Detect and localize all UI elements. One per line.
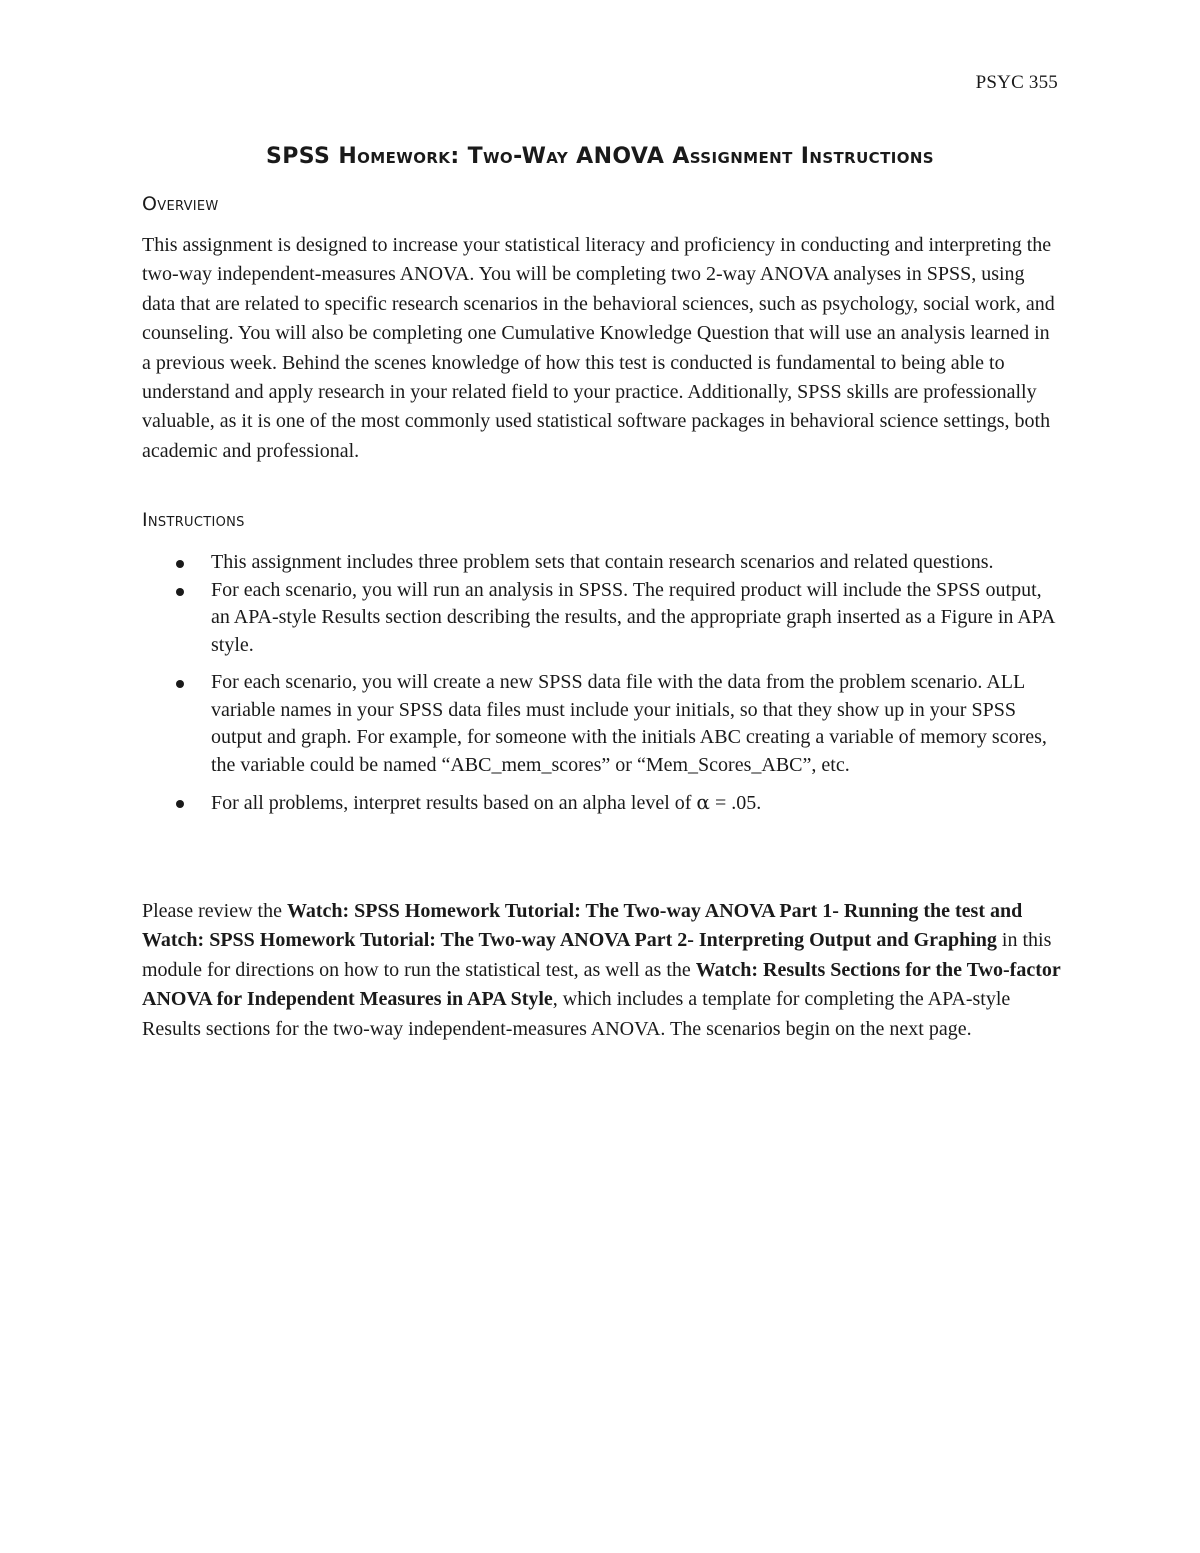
bullet-icon (176, 680, 184, 688)
closing-text-2: in this module for directions on how to run the statistical test, as well as the (142, 929, 1052, 981)
bullet-icon (176, 800, 184, 808)
bullet-text: For each scenario, you will create a new SPSS data file with the data from the problem scenario. ALL variable names in your SPSS data files must include your initials, so that they show up in your SPSS output and graph. For example, for someone with the initials ABC creating a variable of memory scores, the variable could be named “ABC_mem_scores” or “Mem_Scores_ABC”, etc. (211, 671, 1047, 776)
list-item (142, 789, 1062, 818)
alpha-symbol: α (696, 790, 710, 814)
document-title: SPSS Homework: Two-Way ANOVA Assignment Instructions (265, 144, 935, 169)
results-section-reference: Watch: Results Sections for the Two-factor ANOVA for Independent Measures in APA Style (142, 958, 1061, 1011)
list-item (142, 549, 1062, 577)
instructions-list (142, 549, 1062, 818)
course-header: PSYC 355 (975, 72, 1058, 93)
alpha-value: = .05 (709, 792, 757, 814)
closing-paragraph (142, 897, 1062, 1044)
overview-paragraph: This assignment is designed to increase your statistical literacy and proficiency in conducting and interpreting the two-way independent-measures ANOVA. You will be completing two 2-way ANOVA analyses in SPSS, using data that are related to specific research scenarios in the behavioral sciences, such as psychology, social work, and counseling. You will also be completing one Cumulative Knowledge Question that will use an analysis learned in a previous week. Behind the scenes knowledge of how this test is conducted is fundamental to being able to understand and apply research in your related field to your practice. Additionally, SPSS skills are professionally valuable, as it is one of the most commonly used statistical software packages in behavioral science settings, both academic and professional. (142, 234, 1055, 462)
bullet-icon (176, 560, 184, 568)
alpha-bullet-text: For all problems, interpret results based on an alpha level of (211, 792, 697, 814)
overview-heading: Overview (142, 193, 219, 215)
bullet-text: For each scenario, you will run an analysis in SPSS. The required product will include the SPSS output, an APA-style Results section describing the results, and the appropriate graph inserted as a Figure in APA style. (211, 578, 1055, 656)
tutorial-references: Watch: SPSS Homework Tutorial: The Two-way ANOVA Part 1- Running the test and Watch: SPSS Homework Tutorial: The Two-way ANOVA Part 2- Interpreting Output and Graphing (142, 900, 1023, 952)
instructions-heading: Instructions (142, 509, 245, 531)
closing-text-1: Please review the (142, 900, 287, 922)
bullet-text: This assignment includes three problem sets that contain research scenarios and related questions. (211, 551, 994, 573)
alpha-end: . (756, 792, 762, 814)
list-item (142, 669, 1062, 779)
closing-text-3: , which includes a template for completing the APA-style Results sections for the two-way independent-measures ANOVA. The scenarios begin on the next page. (142, 988, 1011, 1040)
bullet-icon (176, 588, 184, 596)
list-item (142, 577, 1062, 660)
